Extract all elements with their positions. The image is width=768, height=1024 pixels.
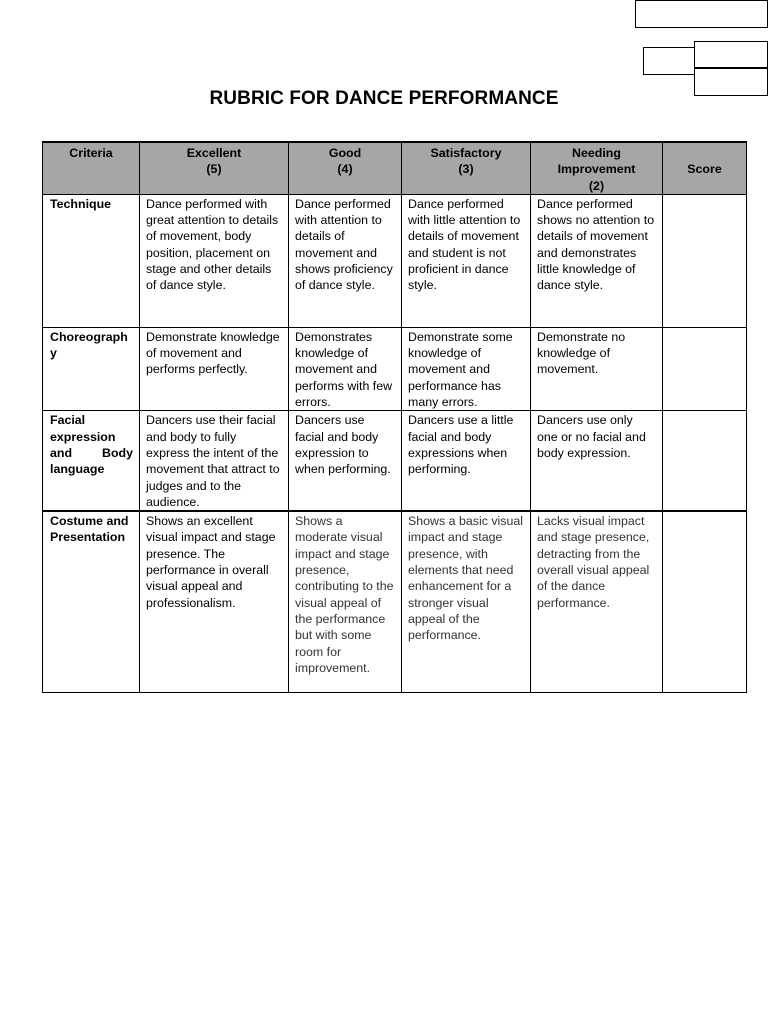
header-score: Score — [663, 142, 747, 194]
criteria-cell: Technique — [43, 194, 140, 327]
corner-box-top — [635, 0, 768, 28]
score-cell[interactable] — [663, 327, 747, 410]
satisfactory-cell: Demonstrate some knowledge of movement and performance has many errors. — [402, 327, 531, 410]
score-cell[interactable] — [663, 511, 747, 692]
score-cell[interactable] — [663, 411, 747, 511]
table-row — [43, 327, 747, 410]
satisfactory-cell: Shows a basic visual impact and stage presence, with elements that need enhancement for a stronger visual appeal of the performance. — [402, 511, 531, 692]
header-needing-improvement: Needing Improvement (2) — [531, 142, 663, 194]
score-cell[interactable] — [663, 194, 747, 327]
needing-cell: Lacks visual impact and stage presence, detracting from the overall visual appeal of the dance performance. — [531, 511, 663, 692]
satisfactory-cell: Dancers use a little facial and body expressions when performing. — [402, 411, 531, 511]
header-satisfactory: Satisfactory (3) — [402, 142, 531, 194]
needing-cell: Demonstrate no knowledge of movement. — [531, 327, 663, 410]
good-cell: Shows a moderate visual impact and stage presence, contributing to the visual appeal of the performance but with some room for improvement. — [289, 511, 402, 692]
table-row — [43, 194, 747, 327]
header-excellent: Excellent (5) — [140, 142, 289, 194]
excellent-cell: Dancers use their facial and body to fully express the intent of the movement that attract to judges and to the audience. — [140, 411, 289, 511]
excellent-cell: Dance performed with great attention to details of movement, body position, placement on stage and other details of dance style. — [140, 194, 289, 327]
needing-cell: Dancers use only one or no facial and body expression. — [531, 411, 663, 511]
criteria-cell: Facial expression and Body language — [43, 411, 140, 511]
header-good: Good (4) — [289, 142, 402, 194]
table-header-row — [43, 142, 747, 194]
criteria-cell: Choreography — [43, 327, 140, 410]
good-cell: Dance performed with attention to details of movement and shows proficiency of dance style. — [289, 194, 402, 327]
rubric-table — [42, 141, 747, 693]
criteria-cell: Costume and Presentation — [43, 511, 140, 692]
corner-box-right-upper — [694, 41, 768, 68]
good-cell: Demonstrates knowledge of movement and performs with few errors. — [289, 327, 402, 410]
header-criteria: Criteria — [43, 142, 140, 194]
satisfactory-cell: Dance performed with little attention to details of movement and student is not proficient in dance style. — [402, 194, 531, 327]
needing-cell: Dance performed shows no attention to details of movement and demonstrates little knowledge of dance style. — [531, 194, 663, 327]
page-title: RUBRIC FOR DANCE PERFORMANCE — [209, 88, 559, 109]
table-row — [43, 411, 747, 511]
excellent-cell: Shows an excellent visual impact and stage presence. The performance in overall visual appeal and professionalism. — [140, 511, 289, 692]
excellent-cell: Demonstrate knowledge of movement and performs perfectly. — [140, 327, 289, 410]
table-row — [43, 511, 747, 692]
good-cell: Dancers use facial and body expression to when performing. — [289, 411, 402, 511]
